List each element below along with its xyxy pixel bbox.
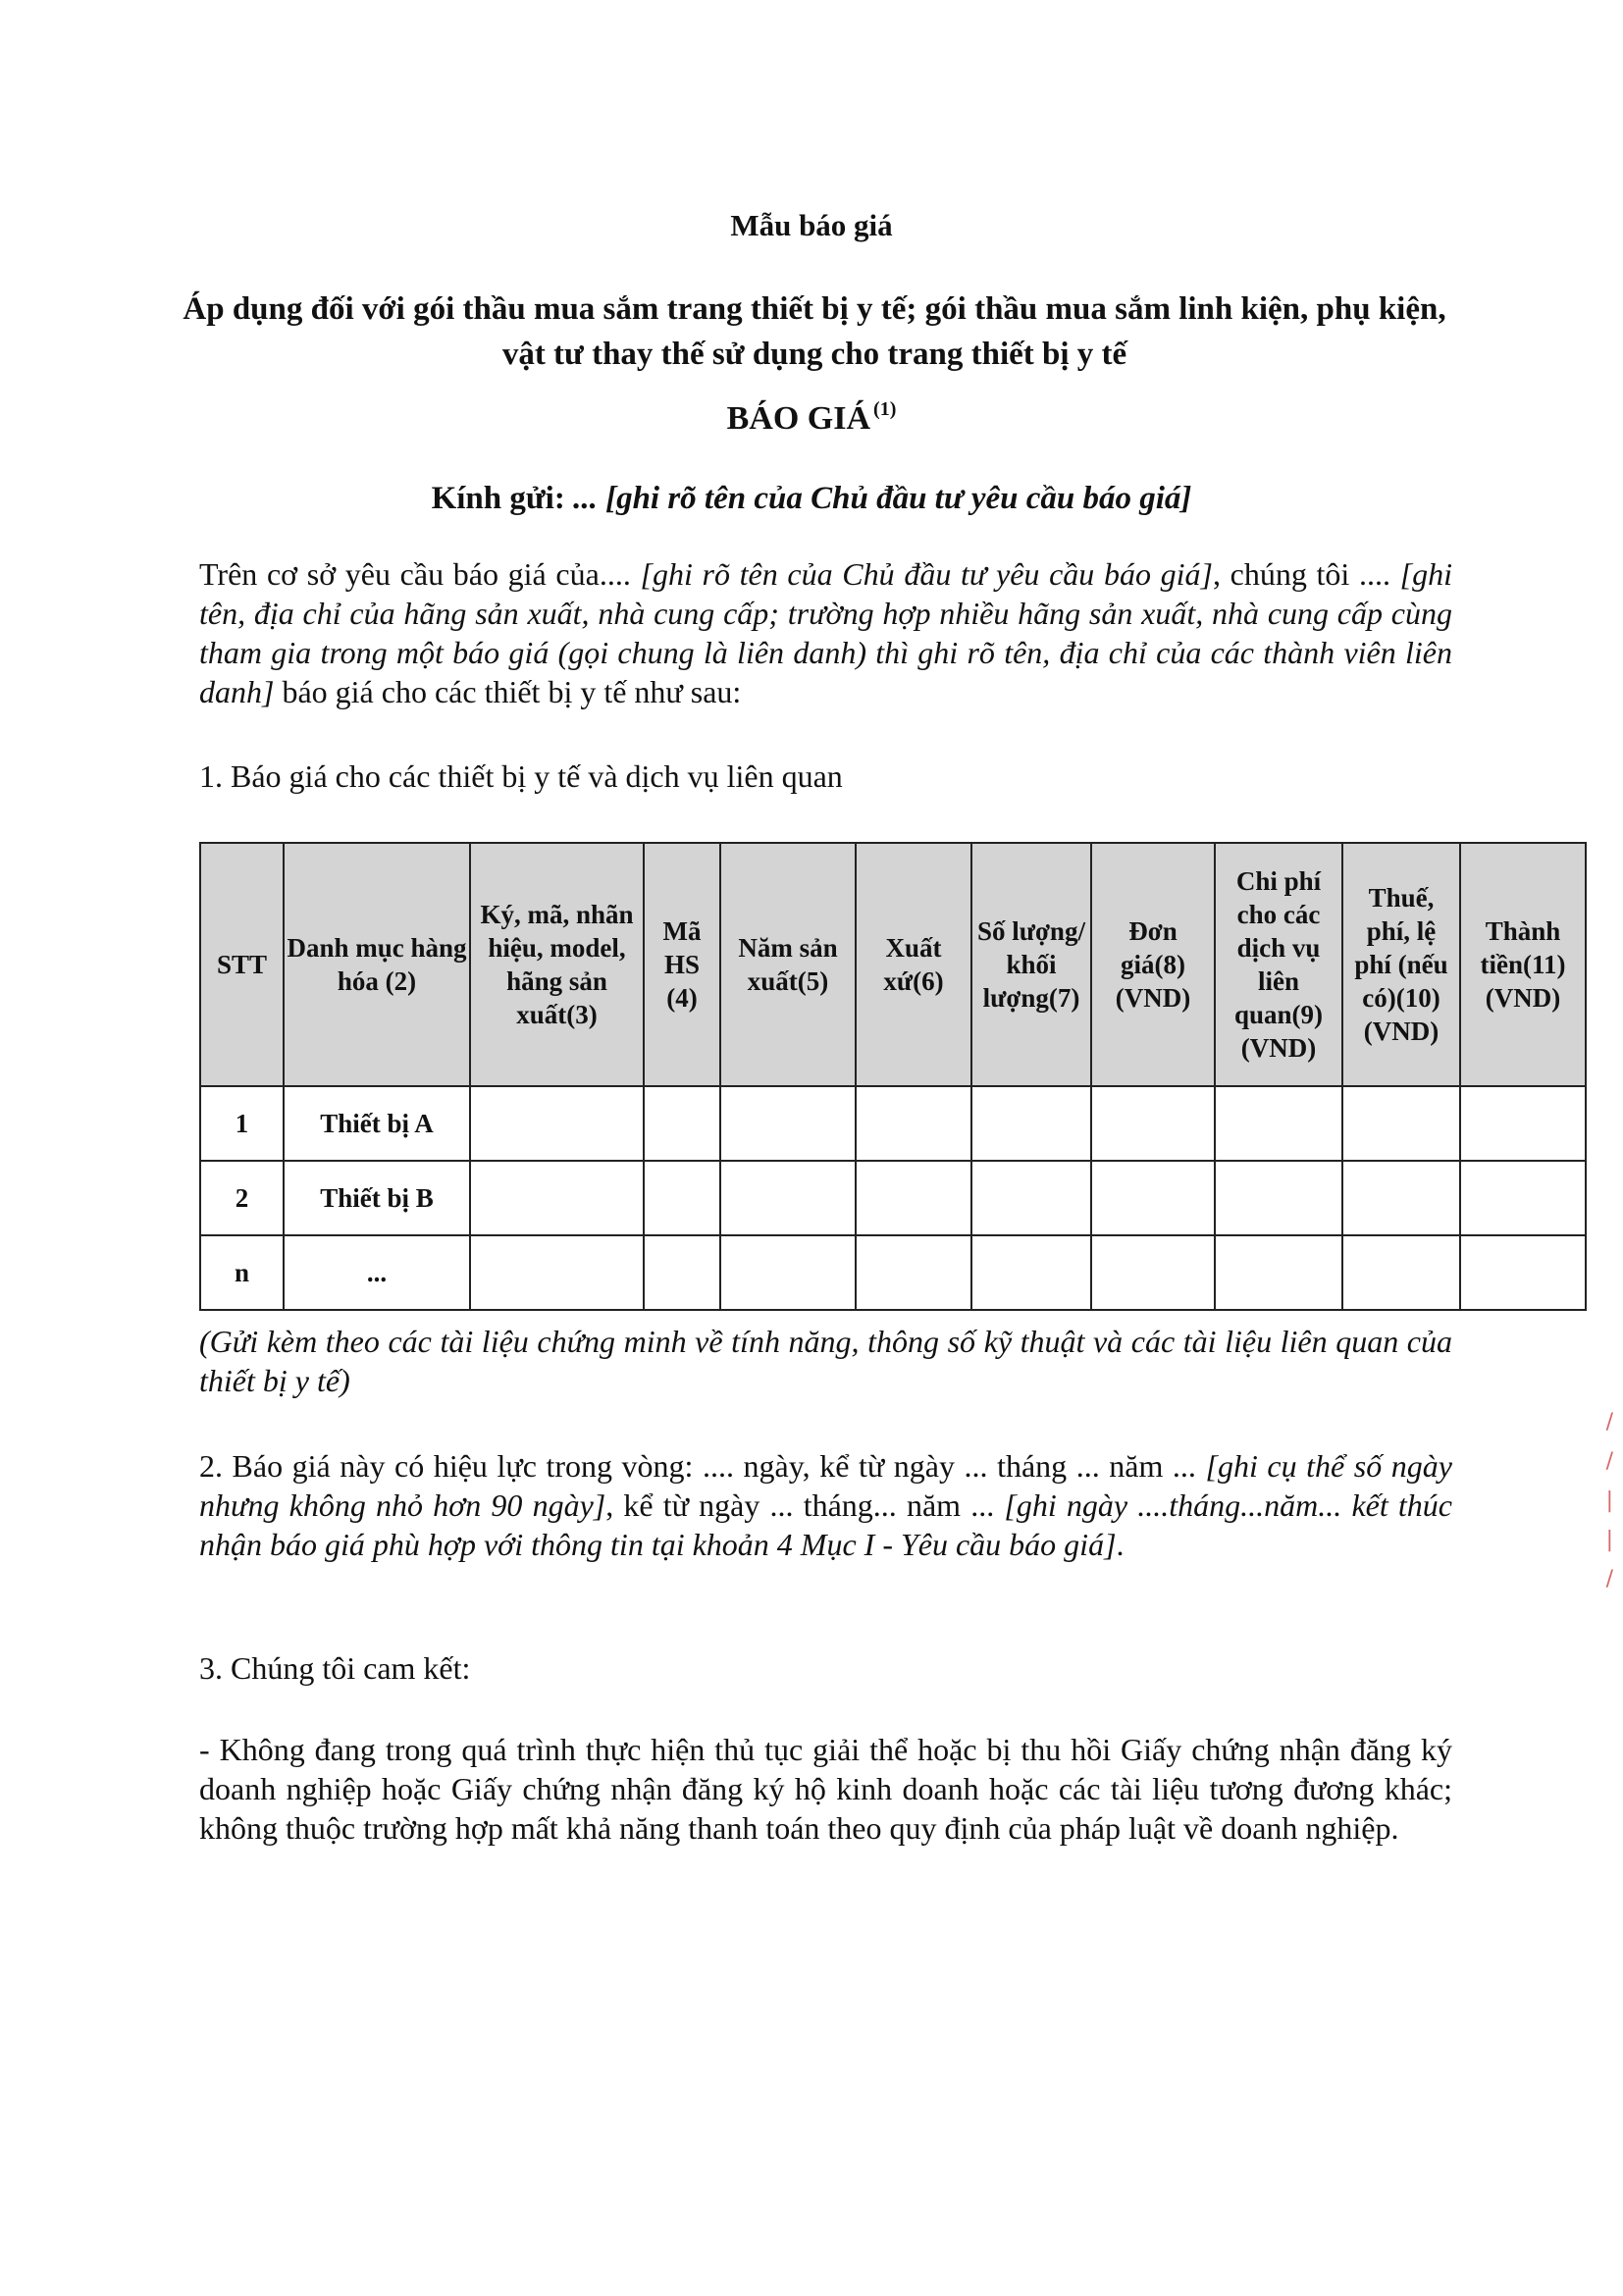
table-cell <box>1460 1235 1586 1310</box>
table-row <box>200 1161 1586 1235</box>
section3-heading: 3. Chúng tôi cam kết: <box>199 1650 471 1686</box>
addressee-value: ... [ghi rõ tên của Chủ đầu tư yêu cầu báo giá] <box>564 481 1192 516</box>
section2-validity <box>199 1446 1452 1564</box>
section2-part1: 2. Báo giá này có hiệu lực trong vòng: .... ngày, kể từ ngày ... tháng ... năm ... <box>199 1448 1196 1484</box>
document-title: Mẫu báo giá <box>730 208 893 242</box>
table-cell <box>720 1235 856 1310</box>
table-cell <box>971 1086 1091 1161</box>
table-cell <box>1342 1235 1460 1310</box>
row-stt: n <box>200 1235 284 1310</box>
table-cell <box>856 1161 971 1235</box>
header-origin: Xuất xứ(6) <box>856 843 971 1086</box>
table-cell <box>720 1161 856 1235</box>
header-model-brand: Ký, mã, nhãn hiệu, model, hãng sản xuất(3) <box>470 843 644 1086</box>
intro-part3: , chúng tôi .... <box>1212 556 1390 592</box>
row-item-name: Thiết bị A <box>284 1086 470 1161</box>
table-cell <box>644 1235 720 1310</box>
header-service-cost: Chi phí cho các dịch vụ liên quan(9) (VND) <box>1215 843 1342 1086</box>
intro-paragraph <box>199 554 1452 711</box>
section2-part4: [ghi ngày ....tháng...năm... kết thúc nhận báo giá phù hợp với thông tin tại khoản 4 Mục I - Yêu cầu báo giá] <box>199 1487 1453 1562</box>
header-tax-fee: Thuế, phí, lệ phí (nếu có)(10) (VND) <box>1342 843 1460 1086</box>
row-item-name: Thiết bị B <box>284 1161 470 1235</box>
page-edge-stamp-mark: / / | | / <box>1605 1410 1613 1592</box>
intro-part1: Trên cơ sở yêu cầu báo giá của.... <box>199 556 631 592</box>
table-cell <box>644 1086 720 1161</box>
table-cell <box>1091 1161 1215 1235</box>
row-stt: 1 <box>200 1086 284 1161</box>
table-cell <box>1215 1161 1342 1235</box>
section2-part5: . <box>1116 1527 1125 1562</box>
commitment-item: - Không đang trong quá trình thực hiện thủ tục giải thể hoặc bị thu hồi Giấy chứng nhận đăng ký doanh nghiệp hoặc Giấy chứng nhận đăng ký hộ kinh doanh hoặc các tài liệu tương đương khác; không thuộc trường hợp mất khả năng thanh toán theo quy định của pháp luật về doanh nghiệp. <box>199 1732 1452 1846</box>
quote-table <box>199 842 1587 1311</box>
table-cell <box>971 1235 1091 1310</box>
row-item-name: ... <box>284 1235 470 1310</box>
document-subtitle: Áp dụng đối với gói thầu mua sắm trang thiết bị y tế; gói thầu mua sắm linh kiện, phụ kiện, vật tư thay thế sử dụng cho trang thiết bị y tế <box>183 291 1446 372</box>
table-cell <box>856 1235 971 1310</box>
header-stt: STT <box>200 843 284 1086</box>
addressee-label: Kính gửi: <box>431 481 565 516</box>
intro-part2: [ghi rõ tên của Chủ đầu tư yêu cầu báo giá] <box>630 556 1213 592</box>
table-cell <box>720 1086 856 1161</box>
intro-part5: báo giá cho các thiết bị y tế như sau: <box>274 674 742 709</box>
row-stt: 2 <box>200 1161 284 1235</box>
quote-heading-text: BÁO GIÁ <box>726 400 871 437</box>
table-cell <box>470 1235 644 1310</box>
header-unit-price: Đơn giá(8) (VND) <box>1091 843 1215 1086</box>
intro-part4: [ghi tên, địa chỉ của hãng sản xuất, nhà cung cấp; trường hợp nhiều hãng sản xuất, nhà cung cấp cùng tham gia trong một báo giá (gọi chung là liên danh) thì ghi rõ tên, địa chỉ của các thành viên liên danh] <box>199 556 1453 709</box>
table-cell <box>971 1161 1091 1235</box>
table-cell <box>1215 1235 1342 1310</box>
quote-heading <box>0 398 1623 438</box>
table-cell <box>644 1161 720 1235</box>
header-hs-code: Mã HS (4) <box>644 843 720 1086</box>
table-row <box>200 1086 1586 1161</box>
section2-part2: [ghi cụ thể số ngày nhưng không nhỏ hơn 90 ngày] <box>199 1448 1453 1523</box>
section2-part3: , kể từ ngày ... tháng... năm ... <box>605 1487 995 1523</box>
table-cell <box>1460 1161 1586 1235</box>
header-quantity: Số lượng/ khối lượng(7) <box>971 843 1091 1086</box>
attachment-note: (Gửi kèm theo các tài liệu chứng minh về tính năng, thông số kỹ thuật và các tài liệu liên quan của thiết bị y tế) <box>199 1324 1452 1398</box>
table-cell <box>1091 1235 1215 1310</box>
table-cell <box>1342 1086 1460 1161</box>
table-cell <box>1460 1086 1586 1161</box>
table-cell <box>1215 1086 1342 1161</box>
table-cell <box>470 1086 644 1161</box>
table-cell <box>470 1161 644 1235</box>
table-row <box>200 1235 1586 1310</box>
table-cell <box>856 1086 971 1161</box>
quote-heading-footnote: (1) <box>873 398 897 420</box>
header-total: Thành tiền(11) (VND) <box>1460 843 1586 1086</box>
table-cell <box>1342 1161 1460 1235</box>
table-cell <box>1091 1086 1215 1161</box>
section1-heading: 1. Báo giá cho các thiết bị y tế và dịch vụ liên quan <box>199 758 843 794</box>
header-item-category: Danh mục hàng hóa (2) <box>284 843 470 1086</box>
addressee-line <box>0 481 1623 517</box>
table-header-row <box>200 843 1586 1086</box>
header-manufacture-year: Năm sản xuất(5) <box>720 843 856 1086</box>
